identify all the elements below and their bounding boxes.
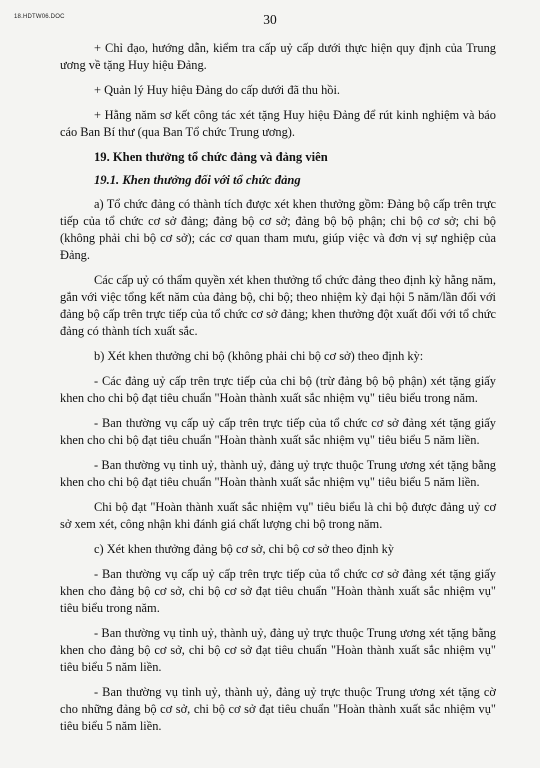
paragraph: - Các đảng uỷ cấp trên trực tiếp của chi bộ (trừ đảng bộ bộ phận) xét tặng giấy khen cho chi bộ đạt tiêu chuẩn "Hoàn thành xuất sắc nhiệm vụ" tiêu biểu trong năm.: [60, 374, 496, 405]
paragraph: - Ban thường vụ cấp uỷ cấp trên trực tiếp của tổ chức cơ sở đảng xét tặng giấy khen cho chi bộ đạt tiêu chuẩn "Hoàn thành xuất sắc nhiệm vụ" tiêu biểu 5 năm liền.: [60, 416, 496, 447]
file-label: 18.HDTW06.DOC: [14, 14, 65, 20]
page-number: 30: [263, 12, 277, 27]
paragraph: + Chỉ đạo, hướng dẫn, kiểm tra cấp uỷ cấp dưới thực hiện quy định của Trung ương về tặng Huy hiệu Đảng.: [60, 41, 496, 72]
document-body: [60, 40, 496, 743]
paragraph: Các cấp uỷ có thẩm quyền xét khen thưởng tổ chức đảng theo định kỳ hằng năm, gắn với việc tổng kết năm của đảng bộ, chi bộ; theo nhiệm kỳ đại hội 5 năm/lần đối với đảng bộ cấp trên trực tiếp của tổ chức cơ sở đảng; khen thưởng đột xuất đối với tổ chức đảng có thành tích xuất sắc.: [60, 273, 496, 338]
paragraph: Chi bộ đạt "Hoàn thành xuất sắc nhiệm vụ" tiêu biểu là chi bộ được đảng uỷ cơ sở xem xét, công nhận khi đánh giá chất lượng chi bộ trong năm.: [60, 500, 496, 531]
paragraph: + Hằng năm sơ kết công tác xét tặng Huy hiệu Đảng để rút kinh nghiệm và báo cáo Ban Bí thư (qua Ban Tổ chức Trung ương).: [60, 108, 496, 139]
paragraph: - Ban thường vụ cấp uỷ cấp trên trực tiếp của tổ chức cơ sở đảng xét tặng giấy khen cho đảng bộ cơ sở, chi bộ cơ sở đạt tiêu chuẩn "Hoàn thành xuất sắc nhiệm vụ" tiêu biểu trong năm.: [60, 567, 496, 615]
paragraph: c) Xét khen thưởng đảng bộ cơ sở, chi bộ cơ sở theo định kỳ: [94, 542, 394, 556]
paragraph: + Quản lý Huy hiệu Đảng do cấp dưới đã thu hồi.: [94, 83, 340, 97]
section-subtitle: 19.1. Khen thưởng đối với tổ chức đảng: [94, 173, 301, 187]
paragraph: - Ban thường vụ tỉnh uỷ, thành uỷ, đảng uỷ trực thuộc Trung ương xét tặng bằng khen cho đảng bộ cơ sở, chi bộ cơ sở đạt tiêu chuẩn "Hoàn thành xuất sắc nhiệm vụ" tiêu biểu 5 năm liền.: [60, 626, 496, 674]
paragraph: a) Tổ chức đảng có thành tích được xét khen thưởng gồm: Đảng bộ cấp trên trực tiếp của tổ chức cơ sở đảng; đảng bộ cơ sở; đảng bộ bộ phận; chi bộ cơ sở; chi bộ (không phải chi bộ cơ sở); các cơ quan tham mưu, giúp việc và đơn vị sự nghiệp của Đảng.: [60, 197, 496, 262]
section-title: 19. Khen thưởng tổ chức đảng và đảng viên: [94, 150, 328, 164]
paragraph: - Ban thường vụ tỉnh uỷ, thành uỷ, đảng uỷ trực thuộc Trung ương xét tặng bằng khen cho chi bộ đạt tiêu chuẩn "Hoàn thành xuất sắc nhiệm vụ" tiêu biểu 5 năm liền.: [60, 458, 496, 489]
paragraph: - Ban thường vụ tỉnh uỷ, thành uỷ, đảng uỷ trực thuộc Trung ương xét tặng cờ cho những đảng bộ cơ sở, chi bộ cơ sở đạt tiêu chuẩn "Hoàn thành xuất sắc nhiệm vụ" tiêu biểu 5 năm liền.: [60, 685, 496, 733]
paragraph: b) Xét khen thưởng chi bộ (không phải chi bộ cơ sở) theo định kỳ:: [94, 349, 424, 363]
